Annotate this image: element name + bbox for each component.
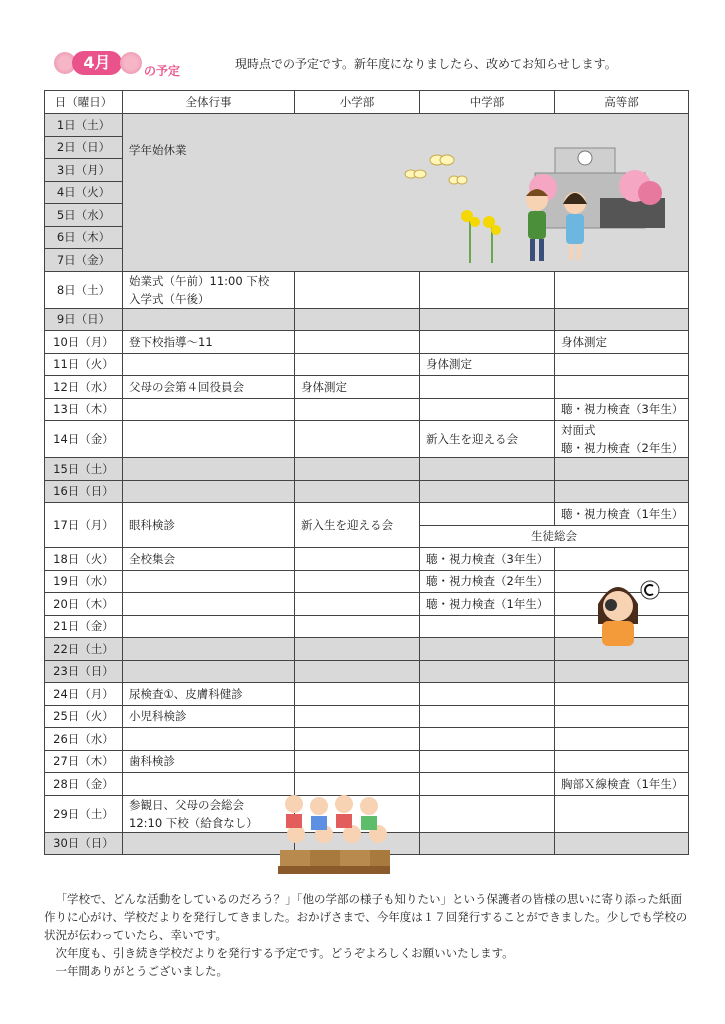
yotei-label: の予定: [144, 64, 181, 78]
table-header-row: [45, 91, 689, 114]
date-cell: 5日（水）: [45, 204, 123, 227]
date-cell: 20日（木）: [45, 593, 123, 616]
date-cell: 21日（金）: [45, 615, 123, 638]
event-cell: 聴・視力検査（1年生）: [420, 593, 555, 616]
event-cell: 聴・視力検査（2年生）: [420, 570, 555, 593]
date-cell: 6日（木）: [45, 226, 123, 249]
table-row: [45, 705, 689, 728]
closing-paragraph-2: 次年度も、引き続き学校だよりを発行する予定です。どうぞよろしくお願いいたします。: [55, 946, 514, 960]
page-header: [52, 50, 692, 82]
butterfly-icon: [430, 155, 454, 165]
table-row: [45, 353, 689, 376]
table-row: [45, 458, 689, 481]
closing-message: [44, 890, 690, 980]
table-row: [45, 750, 689, 773]
event-cell: 眼科検診: [123, 503, 295, 548]
date-cell: 13日（木）: [45, 398, 123, 421]
event-cell: 尿検査①、皮膚科健診: [123, 683, 295, 706]
eye-test-illustration: [588, 574, 668, 646]
date-cell: 12日（水）: [45, 376, 123, 399]
event-cell: 父母の会第４回役員会: [123, 376, 295, 399]
table-row: [45, 308, 689, 331]
date-cell: 11日（火）: [45, 353, 123, 376]
sakura-icon: [120, 52, 142, 74]
event-cell: 身体測定: [295, 376, 420, 399]
table-row: [45, 398, 689, 421]
school-building-icon: [529, 148, 665, 228]
event-cell: 聴・視力検査（3年生）: [555, 398, 689, 421]
date-cell: 2日（日）: [45, 136, 123, 159]
event-cell: 小児科検診: [123, 705, 295, 728]
table-row: [45, 331, 689, 354]
date-cell: 26日（水）: [45, 728, 123, 751]
event-text: 聴・視力検査（2年生）: [561, 441, 684, 455]
date-cell: 18日（火）: [45, 548, 123, 571]
date-cell: 4日（火）: [45, 181, 123, 204]
event-cell: 聴・視力検査（1年生）: [555, 503, 689, 526]
classroom-illustration: [274, 790, 394, 878]
landolt-ring-icon: [641, 581, 659, 599]
date-cell: 27日（木）: [45, 750, 123, 773]
date-cell: 29日（土）: [45, 795, 123, 832]
event-cell: [123, 795, 295, 832]
event-cell: 胸部Ｘ線検査（1年生）: [555, 773, 689, 796]
event-text: 参観日、父母の会総会: [129, 797, 244, 812]
students-group-icon: [285, 795, 387, 843]
event-text: 対面式: [561, 423, 596, 437]
event-cell: [123, 271, 295, 308]
date-cell: 10日（月）: [45, 331, 123, 354]
event-cell: 新入生を迎える会: [420, 421, 555, 458]
butterfly-icon: [449, 176, 467, 184]
girl-eye-test-icon: [598, 587, 638, 646]
school-illustration: [395, 118, 685, 268]
event-text: 始業式（午前）11:00 下校: [129, 273, 270, 288]
closing-paragraph-3: 一年間ありがとうございました。: [55, 964, 228, 978]
event-cell: 全校集会: [123, 548, 295, 571]
table-row: [45, 421, 689, 458]
event-cell: 生徒総会: [420, 525, 689, 548]
date-cell: 1日（土）: [45, 114, 123, 137]
date-cell: 8日（土）: [45, 271, 123, 308]
col-header-junior: 中学部: [420, 91, 555, 114]
event-text: 12:10 下校（給食なし）: [129, 815, 258, 830]
month-badge: [52, 50, 192, 80]
event-cell: [555, 421, 689, 458]
date-cell: 3日（月）: [45, 159, 123, 182]
event-text: 入学式（午後）: [129, 291, 210, 306]
date-cell: 28日（金）: [45, 773, 123, 796]
table-row: [45, 548, 689, 571]
date-cell: 25日（火）: [45, 705, 123, 728]
closing-paragraph-1: 「学校で、どんな活動をしているのだろう？」「他の学部の様子も知りたい」という保護者の皆様の思いに寄り添った紙面作りに心がけ、学校だよりを発行してきました。おかげさまで、今年度は１７回発行することができました。少しでも学校の状況が伝わっていたら、幸いです。: [44, 892, 688, 942]
date-cell: 16日（日）: [45, 480, 123, 503]
col-header-high: 高等部: [555, 91, 689, 114]
table-row: [45, 271, 689, 308]
event-cell: 身体測定: [555, 331, 689, 354]
table-row: [45, 480, 689, 503]
rapeseed-flower-icon: [461, 210, 501, 263]
col-header-elementary: 小学部: [295, 91, 420, 114]
event-cell: 登下校指導～11: [123, 331, 295, 354]
date-cell: 19日（水）: [45, 570, 123, 593]
table-row: [45, 728, 689, 751]
col-header-date: 日（曜日）: [45, 91, 123, 114]
date-cell: 30日（日）: [45, 832, 123, 855]
date-cell: 24日（月）: [45, 683, 123, 706]
table-row: [45, 503, 689, 526]
date-cell: 22日（土）: [45, 638, 123, 661]
event-cell: 聴・視力検査（3年生）: [420, 548, 555, 571]
table-row: [45, 683, 689, 706]
event-cell: 身体測定: [420, 353, 555, 376]
date-cell: 9日（日）: [45, 308, 123, 331]
butterfly-icon: [405, 170, 426, 178]
event-cell: 新入生を迎える会: [295, 503, 420, 548]
date-cell: 15日（土）: [45, 458, 123, 481]
date-cell: 14日（金）: [45, 421, 123, 458]
spring-break-label: 学年始休業: [129, 143, 187, 157]
date-cell: 23日（日）: [45, 660, 123, 683]
date-cell: 7日（金）: [45, 249, 123, 272]
table-row: [45, 660, 689, 683]
month-label: 4月: [72, 51, 122, 75]
header-notice: 現時点での予定です。新年度になりましたら、改めてお知らせします。: [235, 57, 617, 71]
date-cell: 17日（月）: [45, 503, 123, 548]
desks-icon: [278, 850, 390, 874]
table-row: [45, 376, 689, 399]
student-girl-icon: [563, 192, 587, 260]
student-boy-icon: [526, 189, 548, 261]
event-cell: 歯科検診: [123, 750, 295, 773]
col-header-all: 全体行事: [123, 91, 295, 114]
